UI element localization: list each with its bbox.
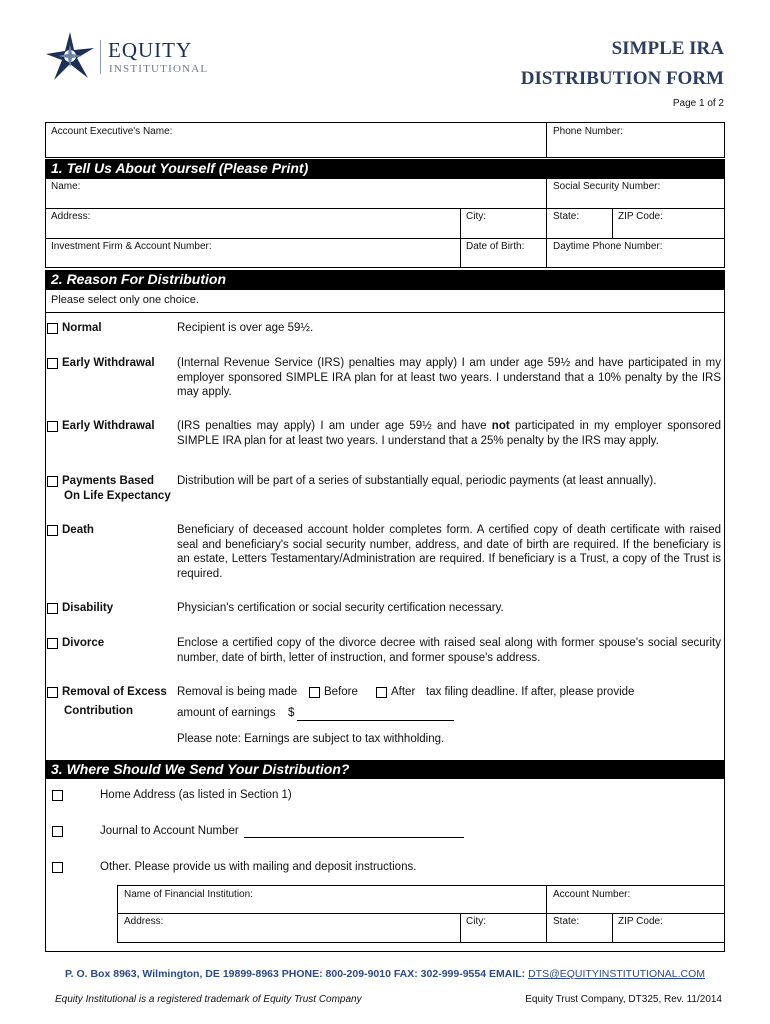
- section2-header: 2. Reason For Distribution: [45, 270, 725, 289]
- firm-account-field-label[interactable]: Investment Firm & Account Number:: [51, 241, 212, 252]
- option-description: Distribution will be part of a series of substantially equal, periodic payments (at least annually).: [177, 475, 657, 487]
- desc-part: participated in my employer sponsored SIMPLE IRA plan for at least two years. I understand that a 25% penalty by the IRS may apply.: [177, 420, 721, 447]
- option-label: Divorce: [62, 637, 105, 649]
- divider: [612, 913, 613, 943]
- footer-contact: [0, 968, 770, 980]
- option-label: Removal of Excess: [62, 686, 167, 698]
- payments-life-expectancy-checkbox[interactable]: [47, 476, 58, 487]
- fi-state-label[interactable]: State:: [553, 916, 580, 927]
- early-withdrawal-10-checkbox[interactable]: [47, 358, 58, 369]
- earnings-amount-input[interactable]: [297, 720, 454, 721]
- after-deadline-checkbox[interactable]: [376, 687, 387, 698]
- desc-part: (IRS penalties may apply) I am under age 59½ and have: [177, 420, 492, 432]
- disability-checkbox[interactable]: [47, 603, 58, 614]
- divider: [117, 913, 725, 914]
- option-label: Early Withdrawal: [62, 357, 155, 369]
- divider: [546, 178, 547, 268]
- divider: [460, 208, 461, 268]
- option-label: Normal: [62, 322, 102, 334]
- dob-field-label[interactable]: Date of Birth:: [466, 241, 525, 252]
- option-label: Disability: [62, 602, 114, 614]
- section2-instruction: Please select only one choice.: [51, 294, 199, 306]
- divider: [45, 313, 46, 760]
- after-text: tax filing deadline. If after, please provide: [426, 686, 635, 698]
- death-checkbox[interactable]: [47, 525, 58, 536]
- option-description: [177, 419, 721, 448]
- logo-subtitle: INSTITUTIONAL: [109, 63, 209, 75]
- before-deadline-checkbox[interactable]: [309, 687, 320, 698]
- divorce-checkbox[interactable]: [47, 638, 58, 649]
- financial-institution-label[interactable]: Name of Financial Institution:: [124, 889, 253, 900]
- option-description: Physician's certification or social security certification necessary.: [177, 602, 504, 614]
- account-number-label[interactable]: Account Number:: [553, 889, 631, 900]
- divider: [546, 885, 547, 943]
- divider: [546, 122, 547, 158]
- trademark-note: Equity Institutional is a registered trademark of Equity Trust Company: [55, 994, 362, 1005]
- normal-checkbox[interactable]: [47, 323, 58, 334]
- journal-account-input[interactable]: [244, 837, 464, 838]
- option-description: Beneficiary of deceased account holder completes form. A certified copy of death certificate with raised seal and beneficiary's social security number, address, and date of birth are required. If the beneficiary is an estate, Letters Testamentary/Administration are required. If beneficiary is a Trust, a copy of the Trust is required.: [177, 524, 721, 580]
- other-option: Other. Please provide us with mailing and deposit instructions.: [100, 861, 417, 873]
- option-description: Recipient is over age 59½.: [177, 322, 314, 334]
- home-address-option: Home Address (as listed in Section 1): [100, 789, 292, 801]
- page-number: Page 1 of 2: [672, 98, 724, 109]
- daytime-phone-field-label[interactable]: Daytime Phone Number:: [553, 241, 663, 252]
- fi-zip-label[interactable]: ZIP Code:: [618, 916, 663, 927]
- phone-number-label[interactable]: Phone Number:: [553, 126, 624, 137]
- contact-info: P. O. Box 8963, Wilmington, DE 19899-8963 PHONE: 800-209-9010 FAX: 302-999-9554 EMAIL:: [64, 968, 526, 980]
- journal-option: Journal to Account Number: [100, 825, 239, 837]
- divider: [612, 208, 613, 238]
- name-field-label[interactable]: Name:: [51, 181, 81, 192]
- option-label: Payments Based: [62, 475, 155, 487]
- account-executive-label[interactable]: Account Executive's Name:: [51, 126, 173, 137]
- divider: [460, 913, 461, 943]
- journal-checkbox[interactable]: [52, 826, 63, 837]
- form-title-line1: SIMPLE IRA: [611, 38, 724, 59]
- tax-withholding-note: Please note: Earnings are subject to tax withholding.: [177, 733, 445, 745]
- desc-emphasis: not: [491, 420, 510, 432]
- option-label-line2: Contribution: [64, 705, 133, 717]
- fi-city-label[interactable]: City:: [466, 916, 486, 927]
- after-label: After: [391, 686, 416, 698]
- email-link[interactable]: DTS@EQUITYINSTITUTIONAL.COM: [528, 968, 705, 980]
- section3-header: 3. Where Should We Send Your Distribution?: [45, 760, 725, 779]
- divider: [45, 951, 725, 952]
- logo-name: EQUITY: [108, 38, 193, 62]
- early-withdrawal-25-checkbox[interactable]: [47, 421, 58, 432]
- zip-field-label[interactable]: ZIP Code:: [618, 211, 663, 222]
- form-revision: Equity Trust Company, DT325, Rev. 11/2014: [525, 994, 722, 1005]
- city-field-label[interactable]: City:: [466, 211, 486, 222]
- option-label: Early Withdrawal: [62, 420, 155, 432]
- divider: [45, 779, 46, 952]
- removal-excess-checkbox[interactable]: [47, 687, 58, 698]
- state-field-label[interactable]: State:: [553, 211, 580, 222]
- dollar-sign: $: [288, 707, 295, 719]
- option-label: Death: [62, 524, 94, 536]
- section1-header: 1. Tell Us About Yourself (Please Print): [45, 159, 725, 178]
- form-title-line2: DISTRIBUTION FORM: [520, 68, 724, 89]
- divider: [45, 208, 725, 209]
- option-description: (Internal Revenue Service (IRS) penalties may apply) I am under age 59½ and have participated in my employer sponsored SIMPLE IRA plan for at least two years. I understand that a 10% penalty by the IRS may apply.: [177, 357, 721, 398]
- before-label: Before: [324, 686, 358, 698]
- removal-text: Removal is being made: [177, 686, 298, 698]
- option-description: Enclose a certified copy of the divorce decree with raised seal along with former spouse's social security number, date of birth, letter of instruction, and former spouse's address.: [177, 637, 721, 664]
- address-field-label[interactable]: Address:: [51, 211, 91, 222]
- logo-divider: [100, 40, 101, 74]
- amount-earnings-label: amount of earnings: [177, 707, 276, 719]
- equity-star-logo-icon: [44, 30, 96, 82]
- home-address-checkbox[interactable]: [52, 790, 63, 801]
- ssn-field-label[interactable]: Social Security Number:: [553, 181, 661, 192]
- other-checkbox[interactable]: [52, 862, 63, 873]
- option-label-line2: On Life Expectancy: [64, 490, 171, 502]
- divider: [45, 238, 725, 239]
- fi-address-label[interactable]: Address:: [124, 916, 164, 927]
- divider: [724, 313, 725, 760]
